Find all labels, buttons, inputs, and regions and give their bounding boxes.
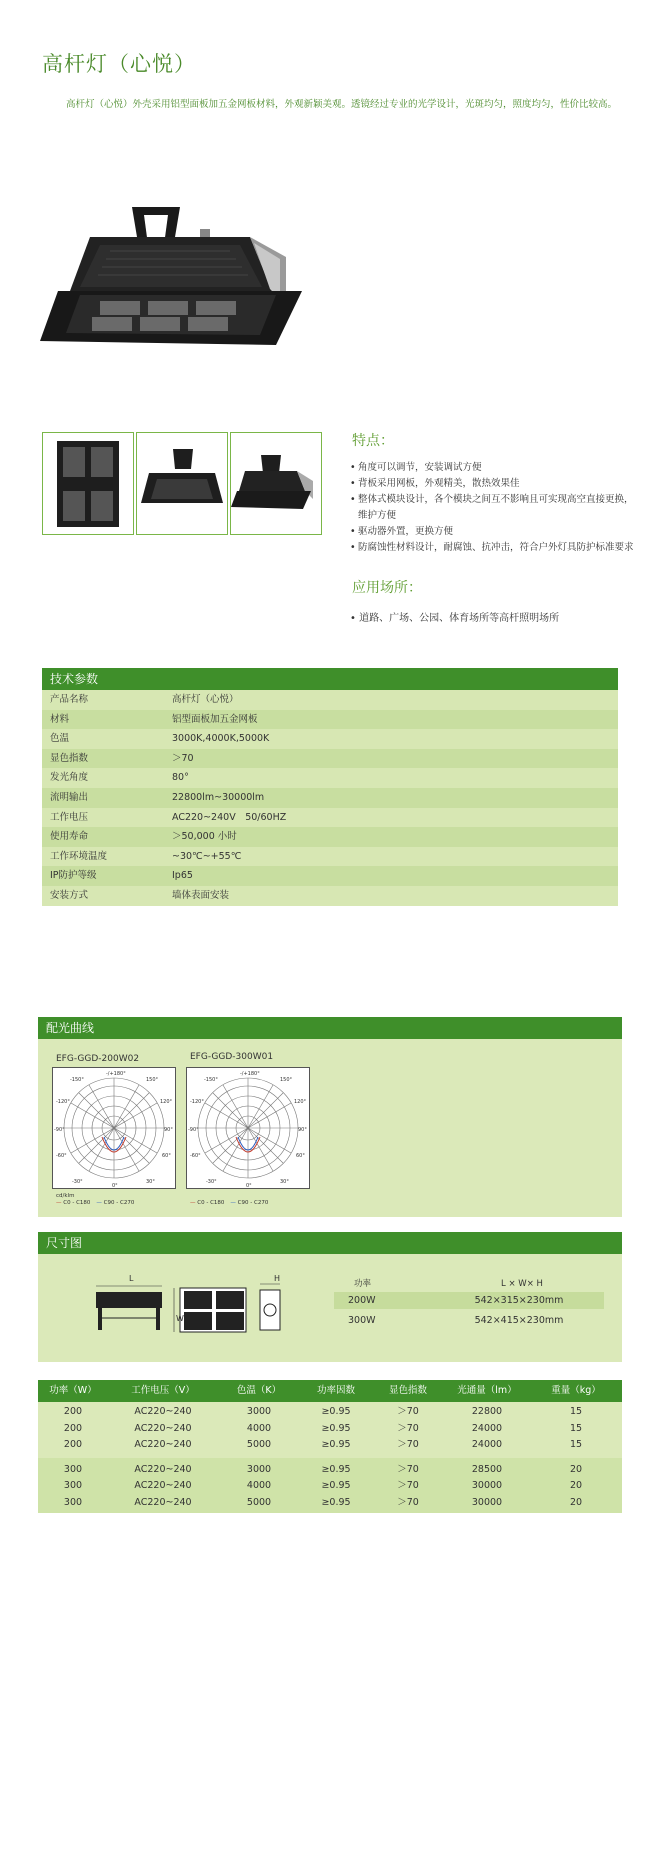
svg-text:-60°: -60° (56, 1153, 67, 1159)
spec-value: 墙体表面安装 (172, 889, 230, 901)
spec-row (42, 847, 618, 867)
dim-header-size: L × W× H (501, 1279, 543, 1289)
svg-text:0°: 0° (112, 1183, 118, 1189)
model-cell: 300 (63, 1480, 83, 1491)
model-cell: 15 (569, 1406, 583, 1417)
spec-row (42, 690, 618, 710)
model-cell: 28500 (471, 1463, 503, 1475)
model-cell: ＞70 (397, 1463, 419, 1475)
svg-text:-30°: -30° (206, 1179, 217, 1185)
spec-table (42, 668, 618, 906)
svg-text:0°: 0° (246, 1183, 252, 1189)
spec-row (42, 788, 618, 808)
model-cell: ＞70 (397, 1480, 419, 1491)
model-row (38, 1462, 622, 1479)
legend-entry-c90: — C90 - C270 (96, 1200, 135, 1206)
dim-header-power: 功率 (354, 1279, 372, 1289)
angle-label: -/+180° (106, 1071, 126, 1077)
spec-value: 铝型面板加五金网板 (172, 713, 258, 725)
model-table (38, 1380, 622, 1513)
dim-label-h: H (274, 1274, 281, 1283)
model-cell: AC220~240 (134, 1463, 192, 1475)
spec-value: 80° (172, 772, 189, 784)
spec-row (42, 827, 618, 847)
feature-item: • 防腐蚀性材料设计，耐腐蚀、抗冲击，符合户外灯具防护标准要求 (350, 540, 635, 556)
thumbnail-front-view[interactable] (42, 432, 134, 535)
model-cell: ≥0.95 (321, 1406, 351, 1417)
thumbnail-strip (42, 432, 318, 535)
spec-value: 高杆灯（心悦） (172, 694, 239, 705)
spec-key: 色温 (50, 733, 70, 745)
model-row (38, 1437, 622, 1454)
dim-row: 200W 542×315×230mm (334, 1292, 604, 1309)
model-cell: ＞70 (397, 1439, 419, 1450)
model-cell: 300 (63, 1496, 83, 1508)
dimension-table (334, 1276, 604, 1329)
model-cell: 300 (63, 1463, 83, 1475)
svg-text:-90°: -90° (188, 1127, 199, 1133)
model-group-200w (38, 1402, 622, 1458)
svg-text:30°: 30° (146, 1179, 155, 1185)
polar-chart-300w (186, 1067, 310, 1189)
features-title: 特点： (352, 433, 394, 449)
product-image (40, 195, 325, 360)
model-row (38, 1495, 622, 1512)
model-cell: 4000 (246, 1422, 272, 1434)
legend-entry-c90: — C90 - C270 (230, 1200, 269, 1206)
model-cell: AC220~240 (134, 1480, 192, 1491)
model-cell: AC220~240 (134, 1422, 192, 1434)
thumbnail-side-view[interactable] (136, 432, 228, 535)
feature-item: • 角度可以调节，安装调试方便 (350, 460, 635, 476)
model-cell: 24000 (471, 1439, 503, 1450)
svg-text:150°: 150° (280, 1077, 293, 1083)
model-cell: ＞70 (397, 1422, 419, 1434)
svg-text:60°: 60° (162, 1153, 171, 1159)
model-header-cell: 重量（kg） (551, 1385, 601, 1396)
svg-text:-120°: -120° (56, 1099, 70, 1105)
model-header-cell: 工作电压（V） (131, 1385, 195, 1396)
spec-row (42, 808, 618, 828)
model-cell: 5000 (246, 1439, 272, 1450)
application-title: 应用场所： (352, 580, 422, 596)
svg-text:60°: 60° (296, 1153, 305, 1159)
model-cell: 4000 (246, 1480, 272, 1491)
spec-key: 工作环境温度 (50, 850, 108, 862)
dim-label-w: W (176, 1314, 184, 1323)
spec-value: AC220~240V 50/60HZ (172, 811, 287, 823)
model-cell: 200 (63, 1406, 83, 1417)
svg-text:-150°: -150° (70, 1077, 84, 1083)
model-cell: 200 (63, 1439, 83, 1450)
spec-key: 材料 (50, 713, 70, 725)
model-cell: 22800 (471, 1406, 503, 1417)
model-cell: 15 (569, 1422, 583, 1434)
model-cell: ≥0.95 (321, 1422, 351, 1434)
model-row (38, 1421, 622, 1438)
model-cell: ≥0.95 (321, 1496, 351, 1508)
dim-row: 300W 542×415×230mm (348, 1315, 564, 1326)
model-cell: 30000 (471, 1496, 503, 1508)
model-cell: ≥0.95 (321, 1480, 351, 1491)
model-cell: ＞70 (397, 1496, 419, 1508)
spec-value: Ip65 (172, 870, 193, 882)
legend-entry-c0: — C0 - C180 (190, 1200, 225, 1206)
model-group-300w (38, 1458, 622, 1514)
spec-key: IP防护等级 (50, 870, 97, 882)
model-header-cell: 色温（K） (236, 1385, 282, 1396)
application-text: • 道路、广场、公园、体育场所等高杆照明场所 (350, 613, 560, 624)
model-cell: AC220~240 (134, 1439, 192, 1450)
model-cell: 5000 (246, 1496, 272, 1508)
feature-item: • 整体式模块设计，各个模块之间互不影响且可实现高空直接更换，维护方便 (350, 492, 635, 524)
model-header-cell: 光通量（lm） (457, 1385, 517, 1396)
model-cell: 3000 (246, 1406, 272, 1417)
intro-paragraph: 高杆灯（心悦）外壳采用铝型面板加五金网板材料，外观新颖美观。透镜经过专业的光学设计，光斑均匀，照度均匀，性价比较高。 (66, 99, 618, 110)
legend-unit: cd/klm (56, 1193, 75, 1199)
spec-key: 工作电压 (50, 811, 89, 823)
dimensions-section (38, 1232, 622, 1362)
legend-300w (190, 1200, 268, 1206)
model-cell: AC220~240 (134, 1496, 192, 1508)
spec-row (42, 729, 618, 749)
model-cell: 200 (63, 1422, 83, 1434)
spec-key: 发光角度 (50, 772, 89, 784)
dimensions-title: 尺寸图 (38, 1232, 622, 1254)
svg-text:-/+180°: -/+180° (240, 1071, 260, 1077)
model-cell: AC220~240 (134, 1406, 192, 1417)
model-cell: 24000 (471, 1422, 503, 1434)
features-list (350, 460, 635, 556)
svg-text:120°: 120° (294, 1099, 307, 1105)
dimension-drawing (94, 1278, 292, 1336)
svg-text:-60°: -60° (190, 1153, 201, 1159)
spec-value: ＞50,000 小时 (172, 831, 237, 843)
model-cell: 15 (569, 1439, 583, 1450)
spec-title: 技术参数 (42, 668, 618, 690)
spec-key: 安装方式 (50, 889, 89, 901)
model-header-cell: 显色指数 (388, 1385, 427, 1396)
model-cell: ≥0.95 (321, 1463, 351, 1475)
page-title: 高杆灯（心悦） (42, 52, 196, 76)
model-cell: 20 (569, 1480, 583, 1491)
chart-model-label: EFG-GGD-200W02 (56, 1054, 140, 1064)
spec-row (42, 749, 618, 769)
spec-key: 显色指数 (50, 752, 89, 764)
dim-label-l: L (129, 1274, 134, 1283)
spec-value: 22800lm~30000lm (172, 791, 265, 803)
light-distribution-section (38, 1017, 622, 1217)
model-cell: 20 (569, 1463, 583, 1475)
svg-text:-30°: -30° (72, 1179, 83, 1185)
model-cell: 3000 (246, 1463, 272, 1475)
model-cell: ＞70 (397, 1406, 419, 1417)
model-cell: 20 (569, 1496, 583, 1508)
svg-text:-90°: -90° (54, 1127, 65, 1133)
svg-text:90°: 90° (298, 1127, 307, 1133)
spec-value: ＞70 (172, 752, 194, 764)
feature-item: • 驱动器外置，更换方便 (350, 524, 635, 540)
svg-text:120°: 120° (160, 1099, 173, 1105)
model-table-header (38, 1380, 622, 1402)
model-row (38, 1478, 622, 1495)
distribution-title: 配光曲线 (38, 1017, 622, 1039)
svg-text:-150°: -150° (204, 1077, 218, 1083)
spec-value: 3000K,4000K,5000K (172, 733, 270, 745)
svg-text:30°: 30° (280, 1179, 289, 1185)
spec-row (42, 768, 618, 788)
thumbnail-angle-view[interactable] (230, 432, 322, 535)
spec-key: 产品名称 (50, 694, 89, 705)
spec-key: 流明输出 (50, 791, 89, 803)
model-header-cell: 功率（W） (49, 1385, 97, 1396)
model-row (38, 1404, 622, 1421)
model-cell: 30000 (471, 1480, 503, 1491)
legend-entry-c0: — C0 - C180 (56, 1200, 91, 1206)
spec-row (42, 886, 618, 906)
spec-value: ~30℃~+55℃ (172, 850, 242, 862)
spec-row (42, 866, 618, 886)
svg-text:150°: 150° (146, 1077, 159, 1083)
model-cell: ≥0.95 (321, 1439, 351, 1450)
svg-text:90°: 90° (164, 1127, 173, 1133)
svg-text:-120°: -120° (190, 1099, 204, 1105)
chart-model-label: EFG-GGD-300W01 (190, 1052, 274, 1062)
spec-key: 使用寿命 (50, 831, 89, 843)
model-header-cell: 功率因数 (316, 1385, 355, 1396)
legend-200w (56, 1200, 134, 1206)
polar-chart-200w (52, 1067, 176, 1189)
spec-row (42, 710, 618, 730)
feature-item: • 背板采用网板，外观精美，散热效果佳 (350, 476, 635, 492)
